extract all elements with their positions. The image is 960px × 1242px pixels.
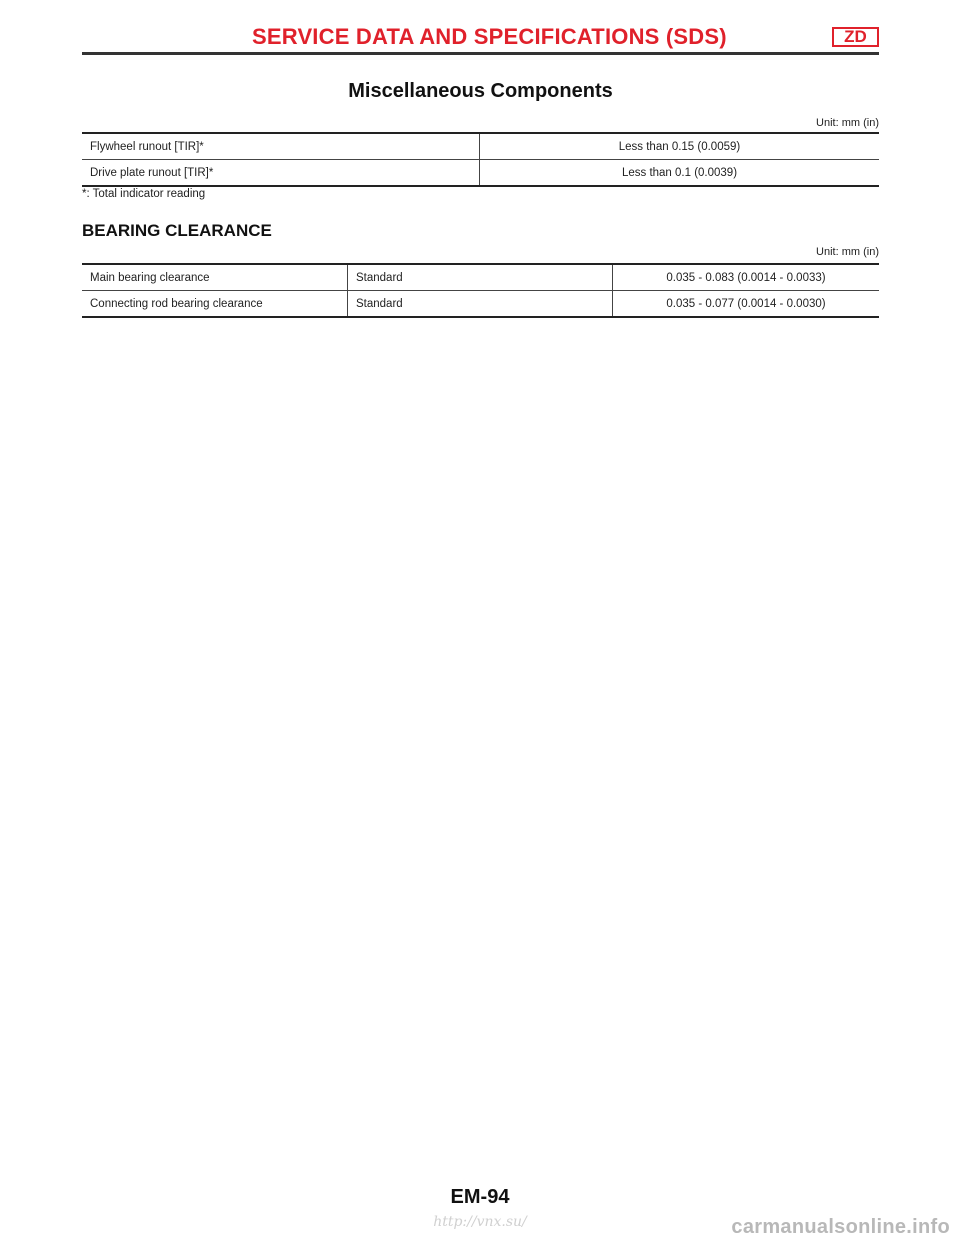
watermark: carmanualsonline.info — [731, 1216, 950, 1238]
unit-label-misc: Unit: mm (in) — [816, 117, 879, 129]
footer-link[interactable]: http://vnx.su/ — [433, 1214, 527, 1230]
spec-item: Drive plate runout [TIR]* — [82, 160, 480, 187]
header-title: SERVICE DATA AND SPECIFICATIONS (SDS) — [252, 24, 727, 49]
spec-value: Less than 0.1 (0.0039) — [480, 160, 880, 187]
spec-item: Main bearing clearance — [82, 264, 348, 291]
table-row — [82, 133, 879, 160]
spec-value: Less than 0.15 (0.0059) — [618, 140, 741, 153]
table-row — [82, 160, 879, 187]
misc-components-table — [82, 132, 879, 187]
table-row — [82, 264, 879, 291]
page-header — [82, 22, 879, 56]
spec-condition: Standard — [348, 264, 613, 291]
header-rule — [82, 52, 879, 55]
spec-item: Connecting rod bearing clearance — [82, 291, 348, 318]
spec-condition: Standard — [348, 291, 613, 318]
unit-label-bearing: Unit: mm (in) — [816, 246, 879, 258]
engine-code-badge: ZD — [832, 27, 879, 47]
footnote: *: Total indicator reading — [82, 188, 206, 200]
section-title-misc: Miscellaneous Components — [348, 80, 613, 102]
spec-value: 0.035 - 0.083 (0.0014 - 0.0033) — [666, 271, 826, 284]
page-number: EM-94 — [450, 1186, 510, 1208]
table-row — [82, 291, 879, 318]
spec-item: Flywheel runout [TIR]* — [82, 133, 480, 160]
section-title-bearing: BEARING CLEARANCE — [82, 221, 272, 240]
bearing-clearance-table — [82, 263, 879, 318]
spec-value: 0.035 - 0.077 (0.0014 - 0.0030) — [613, 291, 880, 318]
